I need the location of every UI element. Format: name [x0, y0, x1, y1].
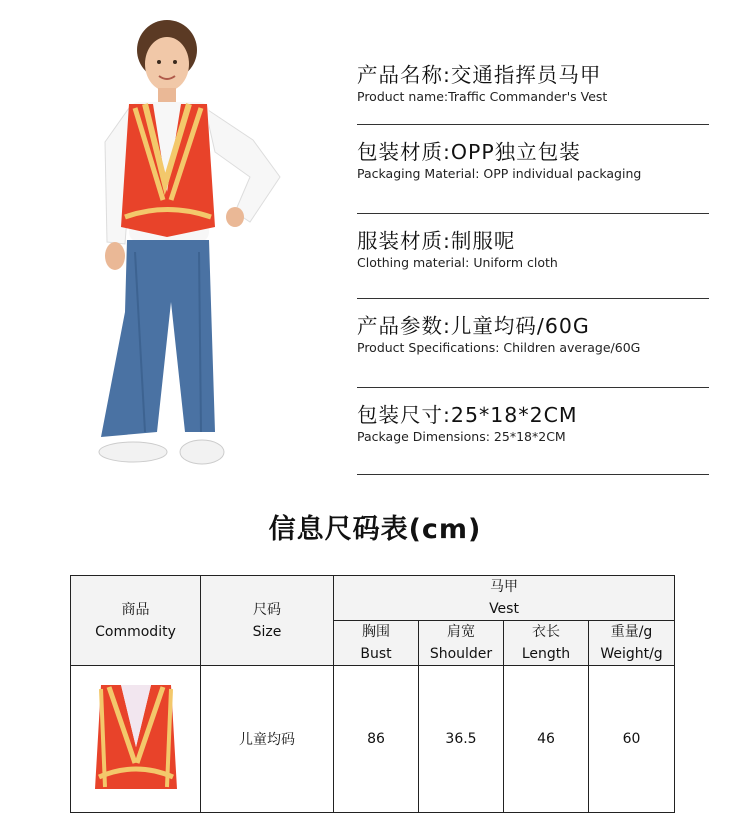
spec-label-en: Clothing material: Uniform cloth: [357, 255, 558, 270]
spec-label-en: Product name:Traffic Commander's Vest: [357, 89, 608, 104]
spec-list: [357, 62, 709, 475]
spec-label-en: Package Dimensions: 25*18*2CM: [357, 429, 566, 444]
spec-label-cn: 包装尺寸:25*18*2CM: [357, 403, 578, 427]
header-commodity-en: Commodity: [95, 623, 176, 640]
spec-label-en: Packaging Material: OPP individual packaging: [357, 166, 642, 181]
header-bust: [334, 621, 419, 666]
spec-clothing-material: [357, 228, 709, 299]
vest-product-image: [91, 677, 181, 797]
header-vest-cn: 马甲: [490, 579, 518, 595]
weight-cell: 60: [589, 666, 675, 813]
header-bust-en: Bust: [360, 646, 392, 662]
bust-cell: 86: [334, 666, 419, 813]
header-size-en: Size: [252, 623, 282, 640]
commodity-image-cell: [71, 666, 201, 813]
header-length: [504, 621, 589, 666]
spec-packaging-material: [357, 139, 709, 214]
product-model-photo: [45, 12, 290, 472]
header-vest: [334, 576, 675, 621]
header-size: [201, 576, 334, 666]
table-row: [71, 666, 675, 813]
spec-label-cn: 产品名称:交通指挥员马甲: [357, 63, 602, 87]
spec-label-cn: 包装材质:OPP独立包装: [357, 140, 581, 164]
spec-label-cn: 服装材质:制服呢: [357, 229, 516, 253]
spec-package-dimensions: [357, 402, 709, 475]
header-shoulder-cn: 肩宽: [447, 624, 475, 640]
spec-product-specifications: [357, 313, 709, 388]
size-cell: 儿童均码: [201, 666, 334, 813]
header-bust-cn: 胸围: [362, 624, 390, 640]
shoulder-cell: 36.5: [419, 666, 504, 813]
size-chart-title: 信息尺码表(cm): [268, 514, 482, 545]
header-weight-en: Weight/g: [600, 646, 663, 662]
size-chart-table: [70, 575, 675, 813]
header-vest-en: Vest: [489, 601, 519, 617]
header-commodity-cn: 商品: [121, 601, 150, 618]
header-length-en: Length: [521, 646, 571, 662]
header-shoulder-en: Shoulder: [429, 646, 493, 662]
header-length-cn: 衣长: [532, 624, 560, 640]
spec-label-cn: 产品参数:儿童均码/60G: [357, 314, 590, 338]
header-commodity: [71, 576, 201, 666]
header-size-cn: 尺码: [253, 601, 281, 618]
header-shoulder: [419, 621, 504, 666]
length-cell: 46: [504, 666, 589, 813]
spec-product-name: [357, 62, 709, 125]
header-weight-cn: 重量/g: [610, 624, 653, 640]
header-weight: [589, 621, 675, 666]
spec-label-en: Product Specifications: Children average/60G: [357, 340, 641, 355]
